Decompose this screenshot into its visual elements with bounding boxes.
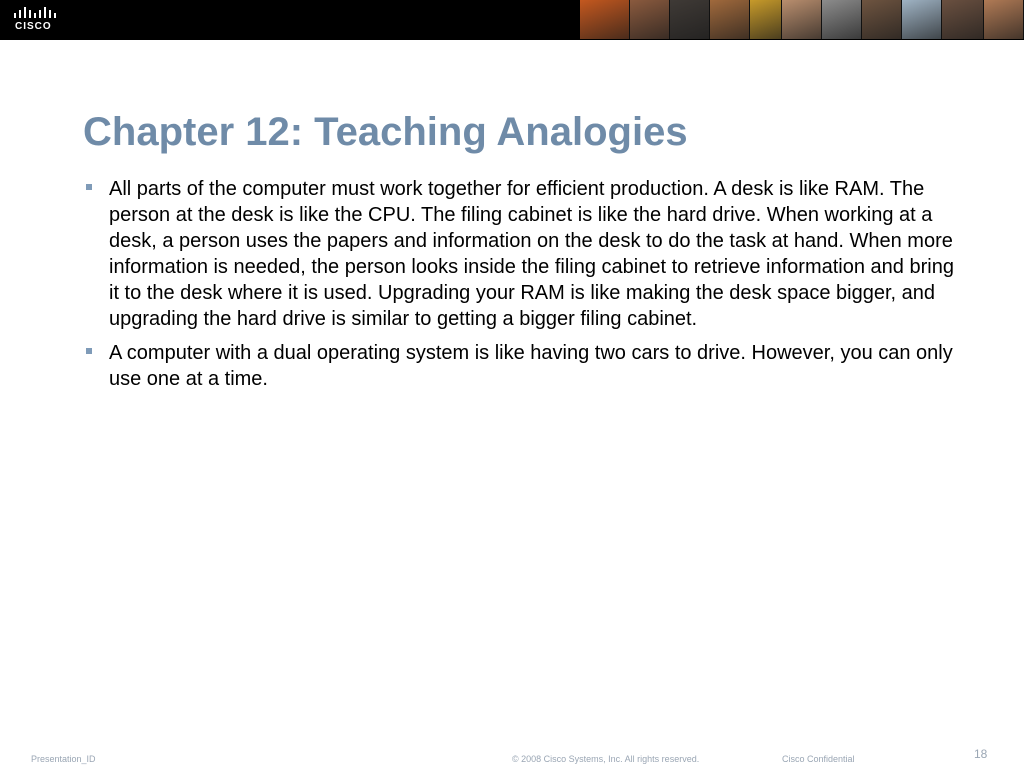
header-photo-strip — [580, 0, 1024, 39]
cisco-bars-icon — [13, 7, 59, 20]
confidential-label: Cisco Confidential — [782, 754, 855, 764]
bullet-item — [84, 176, 964, 332]
photo-person-2 — [670, 0, 710, 39]
photo-person-8 — [902, 0, 942, 39]
square-bullet-icon — [86, 184, 92, 190]
slide-title: Chapter 12: Teaching Analogies — [83, 110, 688, 154]
cisco-logo-text: CISCO — [15, 21, 52, 32]
photo-abstract — [580, 0, 630, 39]
square-bullet-icon — [86, 348, 92, 354]
page-number: 18 — [974, 747, 988, 761]
header-bar — [0, 0, 1024, 40]
photo-person-4 — [750, 0, 782, 39]
photo-person-10 — [984, 0, 1024, 39]
photo-person-6 — [822, 0, 862, 39]
bullet-list — [84, 176, 964, 400]
photo-person-9 — [942, 0, 984, 39]
cisco-logo — [13, 7, 59, 33]
photo-person-3 — [710, 0, 750, 39]
photo-person-1 — [630, 0, 670, 39]
bullet-text: A computer with a dual operating system is like having two cars to drive. However, you can only use one at a time. — [109, 342, 953, 390]
bullet-item — [84, 340, 964, 392]
copyright-notice: © 2008 Cisco Systems, Inc. All rights reserved. — [512, 754, 700, 764]
photo-person-5 — [782, 0, 822, 39]
bullet-text: All parts of the computer must work together for efficient production. A desk is like RAM. The person at the desk is like the CPU. The filing cabinet is like the hard drive. When working at a desk, a person uses the papers and information on the desk to do the task at hand. When more information is needed, the person looks inside the filing cabinet to retrieve information and bring it to the desk where it is used. Upgrading your RAM is like making the desk space bigger, and upgrading the hard drive is similar to getting a bigger filing cabinet. — [109, 178, 954, 330]
presentation-id: Presentation_ID — [31, 754, 96, 764]
photo-person-7 — [862, 0, 902, 39]
